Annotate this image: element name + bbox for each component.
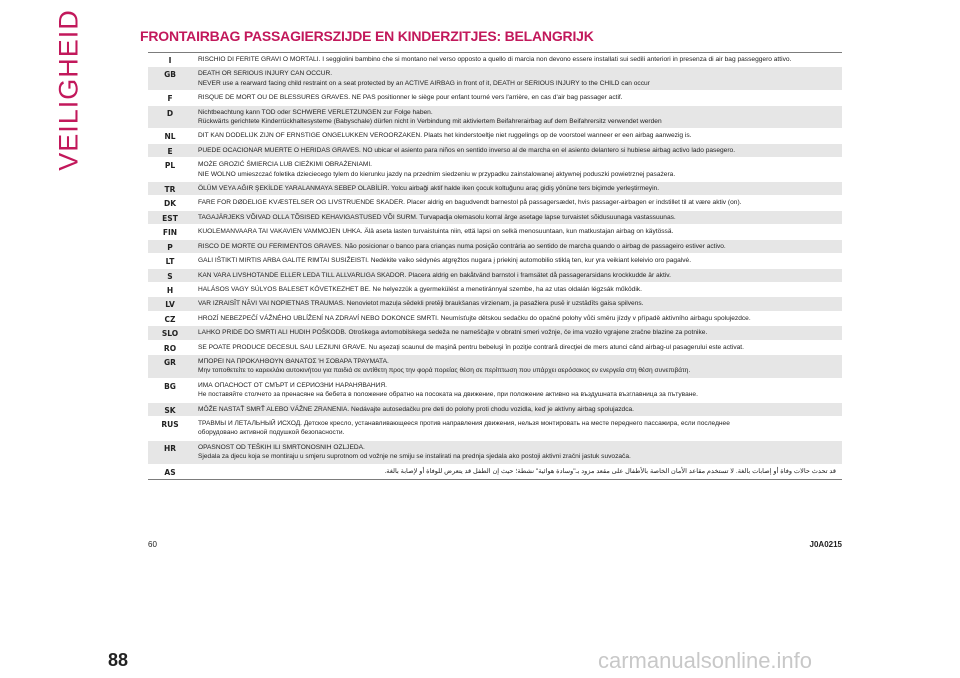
language-code: DK	[163, 199, 177, 209]
airbag-warning-table	[148, 52, 842, 480]
table-row	[148, 341, 842, 355]
warning-line: VAR IZRAISĪT NĀVI VAI NOPIETNAS TRAUMAS. Nenovietot mazuļa sēdekli pretēji braukšanas virzienam, ja pasažiera pusē ir uzstādīts gaisa spilvens.	[198, 300, 644, 308]
warning-line: SE POATE PRODUCE DECESUL SAU LEZIUNI GRAVE. Nu aşezaţi scaunul de maşină pentru bebeluşi în poziţie contrară direcţiei de mers atunci când airbag-ul pasagerului este activat.	[198, 343, 744, 351]
warning-text	[192, 106, 842, 129]
language-code: PL	[164, 161, 176, 171]
warning-line: MOŻE GROZIĆ ŚMIERCIA LUB CIEŻKIMI OBRAŻENIAMI.	[198, 161, 373, 169]
warning-text	[192, 182, 842, 195]
language-code: I	[168, 56, 172, 65]
table-row	[148, 106, 842, 130]
table-row	[148, 403, 842, 417]
language-code: SK	[164, 405, 176, 415]
warning-text	[192, 240, 842, 253]
warning-text	[192, 341, 842, 354]
language-code: H	[166, 285, 174, 295]
table-row	[148, 379, 842, 403]
warning-text	[192, 417, 842, 440]
language-code: FIN	[162, 228, 178, 238]
language-code: GR	[164, 357, 176, 367]
warning-line: RISQUE DE MORT OU DE BLESSURES GRAVES. NE PAS positionner le siège pour enfant tourné vers l'arrière, en cas d'air bag passager actif.	[198, 94, 623, 102]
warning-line: Nichtbeachtung kann TOD oder SCHWERE VERLETZUNGEN zur Folge haben.	[198, 108, 433, 116]
warning-line: оборудовано активной подушкой безопасности.	[198, 429, 345, 437]
warning-line: Μην τοποθετείτε το καρεκλάκι αυτοκινήτου για παιδιά σε αντίθετη προς την φορά πορείας θέση σε περίπτωση που υπάρχει αερόσακος εν ενεργεία στη θέση συνεπιβάτη.	[198, 367, 691, 375]
table-row	[148, 326, 842, 340]
warning-text	[192, 326, 842, 339]
language-code: NL	[164, 132, 176, 142]
table-row	[148, 129, 842, 143]
language-code: GB	[164, 70, 176, 80]
table-row	[148, 91, 842, 105]
table-row	[148, 355, 842, 379]
warning-text	[192, 53, 842, 66]
table-row	[148, 158, 842, 182]
warning-line: RISCO DE MORTE OU FERIMENTOS GRAVES. Não posicionar o banco para crianças numa posição contrária ao sentido de marcha quando o airbag de passageiro estiver activo.	[198, 242, 726, 250]
table-row	[148, 312, 842, 326]
language-code: EST	[162, 213, 178, 223]
language-code: F	[167, 94, 173, 104]
table-row	[148, 465, 842, 479]
warning-text	[192, 225, 842, 238]
table-row	[148, 211, 842, 225]
warning-line: HROZÍ NEBEZPEČÍ VÁŽNÉHO UBLÍŽENÍ NA ZDRAVÍ NEBO DOKONCE SMRTI. Neumísťujte dětskou sedačku do opačné polohy vůči směru jízdy v případě aktivního airbagu spolujezdce.	[198, 314, 751, 322]
warning-line: KUOLEMANVAARA TAI VAKAVIEN VAMMOJEN UHKA. Älä aseta lasten turvaistuinta niin, että lapsi on selkä menosuuntaan, kun matkustajan airbag on käytössä.	[198, 228, 674, 236]
warning-text	[192, 196, 842, 209]
warning-text	[192, 379, 842, 402]
table-row	[148, 441, 842, 465]
warning-line: NEVER use a rearward facing child restraint on a seat protected by an ACTIVE AIRBAG in front of it, DEATH or SERIOUS INJURY to the CHILD can occur	[198, 79, 650, 87]
table-row	[148, 240, 842, 254]
warning-line: FARE FOR DØDELIGE KVÆSTELSER OG LIVSTRUENDE SKADER. Placer aldrig en bagudvendt barnestol på passagersædet, hvis passager-airbagen er indstillet til at være aktiv (on).	[198, 199, 742, 207]
language-code: LV	[165, 300, 175, 310]
warning-text	[192, 441, 842, 464]
warning-text	[192, 465, 842, 478]
figure-page-label: 60	[148, 540, 157, 549]
table-row	[148, 297, 842, 311]
warning-line: Sjedala za djecu koja se montiraju u smjeru suprotnom od vožnje ne smiju se instalirati na prednja sjedala ako postoji aktivni zračni jastuk suvozača.	[198, 453, 631, 461]
warning-text	[192, 254, 842, 267]
language-code: CZ	[164, 314, 176, 324]
language-code: TR	[164, 185, 176, 195]
warning-line: HALÁSOS VAGY SÚLYOS BALESET KÖVETKEZHET BE. Ne helyezzük a gyermekülést a menetiránnyal szembe, ha az utas oldalán légzsák működik.	[198, 285, 642, 293]
watermark: carmanualsonline.info	[598, 648, 813, 673]
language-code: S	[167, 271, 173, 281]
warning-text	[192, 129, 842, 142]
warning-line: ΜΠΟΡΕΙ ΝΑ ΠΡΟΚΛΗΘΟΥΝ ΘΑΝΑΤΟΣ Ή ΣΟΒΑΡΑ ΤΡΑΥΜΑΤΑ.	[198, 357, 389, 365]
warning-text	[192, 91, 842, 104]
warning-line: PUEDE OCACIONAR MUERTE O HERIDAS GRAVES. NO ubicar el asiento para niños en sentido inverso al de marcha en el asiento delantero si hubiese airbag activo lado pasegero.	[198, 146, 736, 154]
warning-line: NIE WOLNO umieszczać foletika dzieciecego tylem do kierunku jazdy na przednim siedzeniu w przypadku zainstalowanej aktywnej poduszki powietrznej pasażera.	[198, 170, 676, 178]
warning-text	[192, 158, 842, 181]
table-row	[148, 225, 842, 239]
language-code: HR	[163, 443, 177, 453]
warning-line: TAGAJÄRJEKS VÕIVAD OLLA TÕSISED KEHAVIGASTUSED VÕI SURM. Turvapadja olemasolu korral ärge asetage lapse turvaistet sõidusuunaga vastassuunas.	[198, 213, 676, 221]
language-code: P	[167, 242, 173, 252]
table-row	[148, 53, 842, 67]
language-code: RO	[163, 343, 177, 353]
language-code: SLO	[161, 329, 179, 339]
table-row	[148, 144, 842, 158]
table-row	[148, 67, 842, 91]
language-code: BG	[164, 381, 176, 391]
warning-text	[192, 67, 842, 90]
table-row	[148, 269, 842, 283]
language-code: D	[166, 108, 174, 118]
warning-text	[192, 403, 842, 416]
warning-line: MÔŽE NASTAŤ SMRŤ ALEBO VÁŽNE ZRANENIA. Nedávajte autosedačku pre deti do polohy proti chodu vozidla, keď je aktívny airbag spolujazdca.	[198, 405, 635, 413]
warning-line: ÖLÜM VEYA AĞIR ŞEKİLDE YARALANMAYA SEBEP OLABİLİR. Yolcu airbaği aktif halde iken çocuk koltuğunu araç gidiş yönüne ters biçimde yerleştirmeyin.	[198, 185, 660, 193]
warning-text	[192, 355, 842, 378]
language-code: AS	[164, 467, 176, 477]
table-row	[148, 196, 842, 210]
warning-line: KAN VARA LIVSHOTANDE ELLER LEDA TILL ALLVARLIGA SKADOR. Placera aldrig en bakåtvänd barnstol i framsätet då passagerarsidans krockkudde är aktiv.	[198, 271, 671, 279]
warning-line: Rückwärts gerichtete Kinderrückhaltesysteme (Babyschale) dürfen nicht in Verbindung mit aktiviertem Beifahrerairbag auf dem Beifahrersitz verwendet werden	[198, 118, 662, 126]
language-code: E	[167, 146, 173, 156]
warning-line: GALI IŠTIKTI MIRTIS ARBA GALITE RIMTAI SUSIŽEISTI. Nedėkite vaiko sėdynės atgręžtos nugara į priekinį automobilio stiklą ten, kur yra veikiant keleivio oro pagalvė.	[198, 257, 692, 265]
warning-text	[192, 144, 842, 157]
language-code: RUS	[161, 419, 179, 429]
warning-text	[192, 283, 842, 296]
section-side-title	[53, 9, 84, 171]
table-row	[148, 417, 842, 441]
table-row	[148, 182, 842, 196]
warning-text	[192, 312, 842, 325]
warning-line: DIT KAN DODELIJK ZIJN OF ERNSTIGE ONGELUKKEN VEROORZAKEN. Plaats het kinderstoeltje niet ruggelings op de voorstoel wanneer er een airbag aanwezig is.	[198, 132, 692, 140]
figure-ref-code: J0A0215	[809, 540, 842, 549]
warning-line: ТРАВМЫ И ЛЕТАЛЬНЫЙ ИСХОД. Детское кресло, устанавливающееся против направления движения, нельзя монтировать на месте переднего пассажира, если последнее	[198, 419, 730, 427]
page-heading: FRONTAIRBAG PASSAGIERSZIJDE EN KINDERZITJES: BELANGRIJK	[140, 28, 594, 44]
page-number: 88	[108, 650, 129, 670]
warning-line: Не поставяйте столчето за пренасяне на бебета в положение обратно на посоката на движение, при положение активно на въздушната възглавница за пътуване.	[198, 391, 698, 399]
warning-line: DEATH OR SERIOUS INJURY CAN OCCUR.	[198, 70, 333, 78]
warning-line: ИМА ОПАСНОСТ ОТ СМЪРТ И СЕРИОЗНИ НАРАНЯВАНИЯ.	[198, 381, 388, 389]
warning-text	[192, 297, 842, 310]
warning-line: RISCHIO DI FERITE GRAVI O MORTALI. I seggiolini bambino che si montano nel verso opposto a quello di marcia non devono essere installati sui sedili anteriori in presenza di air bag passeggero attivo.	[198, 56, 792, 63]
section-side-title-text: VEILIGHEID	[53, 9, 84, 171]
warning-text	[192, 211, 842, 224]
table-row	[148, 283, 842, 297]
language-code: LT	[165, 257, 175, 267]
warning-text	[192, 269, 842, 282]
warning-line: OPASNOST OD TEŠKIH ILI SMRTONOSNIH OZLJEDA.	[198, 443, 365, 451]
table-row	[148, 254, 842, 268]
warning-line: قد تحدث حالات وفاة أو إصابات بالغة. لا تستخدم مقاعد الأمان الخاصة بالأطفال على مقعد مزود بـ"وسادة هوائية" نشطة؛ حيث إن الطفل قد يتعرض للوفاة أو لإصابة بالغة.	[384, 467, 836, 475]
warning-line: LAHKO PRIDE DO SMRTI ALI HUDIH POŠKODB. Otroškega avtomobilskega sedeža ne nameščajte v obratni smeri vožnje, če ima vozilo vgrajene zračne blazine za potnike.	[198, 329, 708, 337]
